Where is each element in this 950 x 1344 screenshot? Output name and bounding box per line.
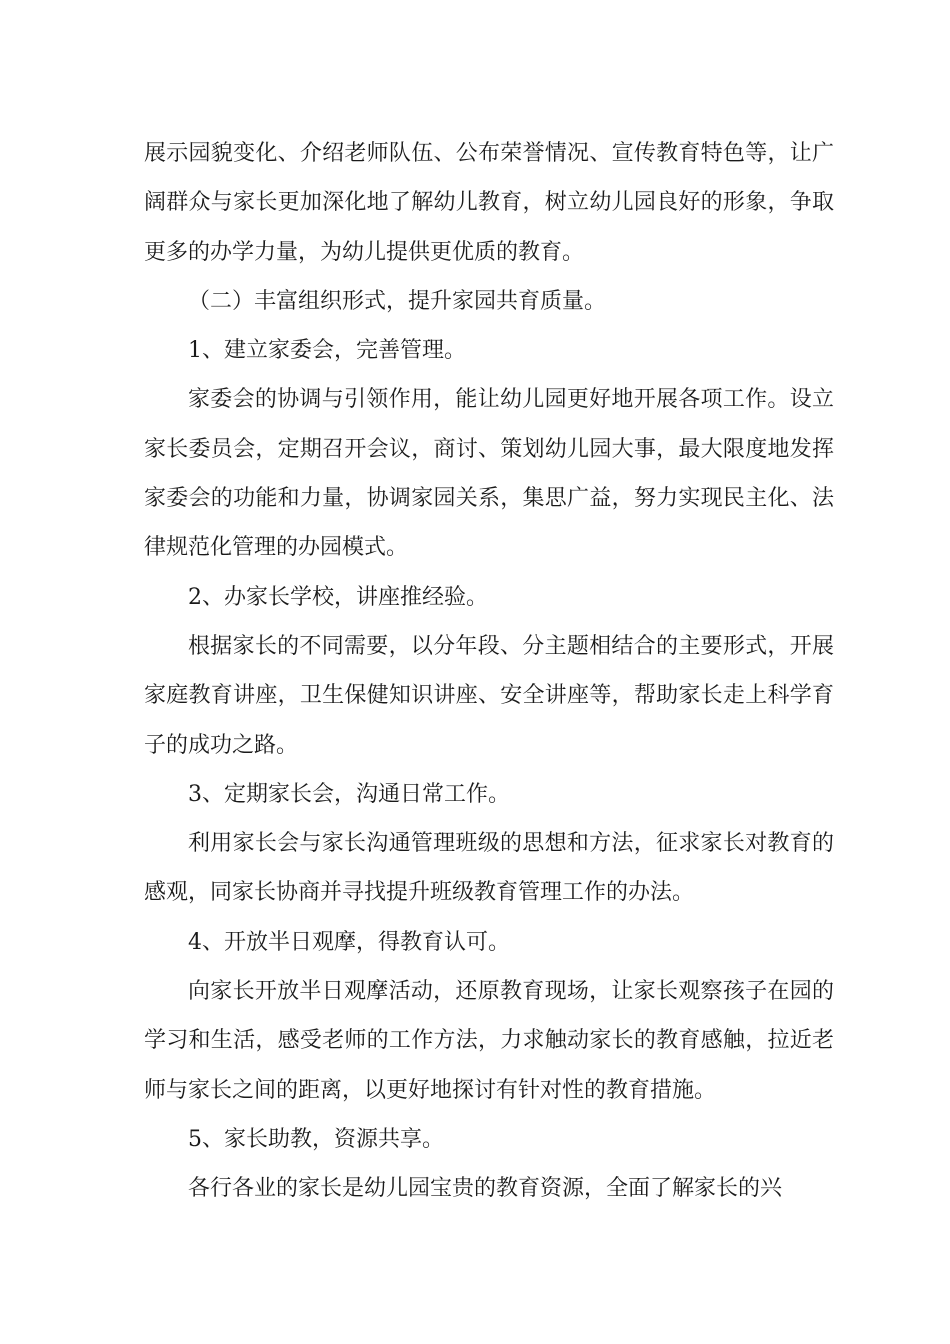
subheading-1: 1、建立家委会，完善管理。 xyxy=(188,338,466,364)
subheading-2: 2、办家长学校，讲座推经验。 xyxy=(188,584,488,610)
subheading-5: 5、家长助教，资源共享。 xyxy=(188,1126,444,1152)
paragraph-continuation: 展示园貌变化、介绍老师队伍、公布荣誉情况、宣传教育特色等，让广阔群众与家长更加深化地了解幼儿教育，树立幼儿园良好的形象，争取更多的办学力量，为幼儿提供更优质的教育。 xyxy=(144,141,834,265)
body-text xyxy=(144,129,834,1214)
paragraph-5: 各行各业的家长是幼儿园宝贵的教育资源，全面了解家长的兴 xyxy=(188,1176,783,1202)
subheading-4: 4、开放半日观摩，得教育认可。 xyxy=(188,929,510,955)
section-heading: （二）丰富组织形式，提升家园共育质量。 xyxy=(188,288,607,314)
paragraph-4: 向家长开放半日观摩活动，还原教育现场，让家长观察孩子在园的学习和生活，感受老师的工作方法，力求触动家长的教育感触，拉近老师与家长之间的距离，以更好地探讨有针对性的教育措施。 xyxy=(144,979,834,1103)
paragraph-3: 利用家长会与家长沟通管理班级的思想和方法，征求家长对教育的感观，同家长协商并寻找提升班级教育管理工作的办法。 xyxy=(144,831,834,906)
paragraph-1: 家委会的协调与引领作用，能让幼儿园更好地开展各项工作。设立家长委员会，定期召开会议，商讨、策划幼儿园大事，最大限度地发挥家委会的功能和力量，协调家园关系，集思广益，努力实现民主化、法律规范化管理的办园模式。 xyxy=(144,387,834,561)
paragraph-2: 根据家长的不同需要，以分年段、分主题相结合的主要形式，开展家庭教育讲座，卫生保健知识讲座、安全讲座等，帮助家长走上科学育子的成功之路。 xyxy=(144,633,834,758)
subheading-3: 3、定期家长会，沟通日常工作。 xyxy=(188,781,510,807)
